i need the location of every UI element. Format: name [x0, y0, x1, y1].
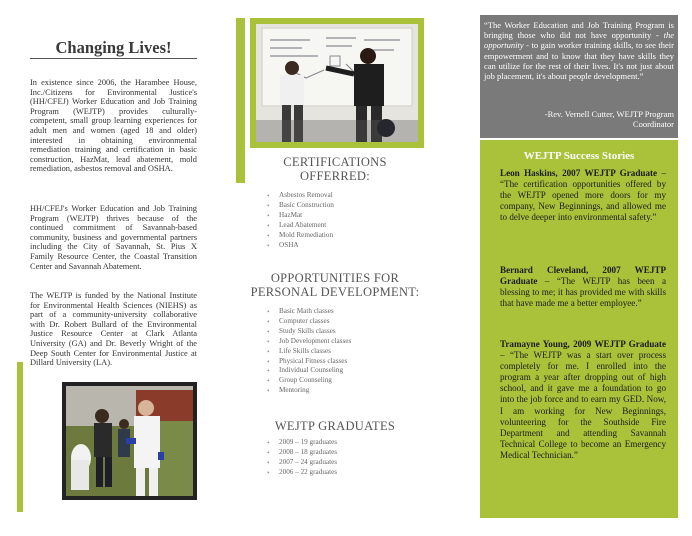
certifications-title-line2: OFFERRED:	[299, 168, 371, 183]
story-text: – “The WEJTP was a start over process completely for me. I enrolled into the program a year after dropping out of high school, and it gave me a foundation to go into the job force and to earn my GED. Now, I am working for New Beginnings, volunteering for the Southside Fire Department and attending Savannah Technical College to become an Emergency Medical Technician.”	[500, 350, 666, 460]
funding-paragraph: The WEJTP is funded by the National Institute for Environmental Health Sciences (NIEHS) as part of a community-university collaborative with Dr. Robert Bullard of the Environmental Justice Resource Center at Clark Atlanta University (GA) and Dr. Beverly Wright of the Deep South Center for Environmental Justice at Dillard University (LA).	[30, 291, 197, 368]
story-tramayne-young	[500, 339, 666, 461]
list-item: • 2006 – 22 graduates	[270, 468, 420, 478]
quote-emphasis: the opportunity	[484, 30, 674, 51]
story-name: Leon Haskins, 2007 WEJTP Graduate	[500, 168, 658, 178]
list-item: • Basic Math classes	[270, 307, 420, 317]
graduates-list	[270, 438, 420, 478]
intro-paragraph: In existence since 2006, the Harambee House, Inc./Citizens for Environmental Justice's (HH/CFEJ) Worker Education and Job Training Program (WEJTP) provides culturally-competent, small group learning experiences for adult men and women (aged 18 and older) interested in obtaining environmental remediation training and certification in basic construction, HazMat, lead abatement, mold remediation, asbestos removal and OSHA.	[30, 78, 197, 174]
story-text: – “The certification opportunities offered by the WEJTP opened more doors for my company, New Beginnings, and allowed me to delve deeper into environmental safety.”	[500, 168, 666, 223]
list-item: • Mentoring	[270, 386, 420, 396]
list-item: • HazMat	[270, 211, 420, 221]
heading-underline	[30, 58, 197, 59]
list-item: • Group Counseling	[270, 376, 420, 386]
story-bernard-cleveland	[500, 265, 666, 309]
quote-text-end: - to gain worker training skills, to see their empowerment and to know that they have skills they can utilize for the rest of their lives. It's not just about job placement, it's about people development.”	[484, 40, 674, 82]
story-name: Bernard Cleveland, 2007 WEJTP Graduate	[500, 265, 666, 287]
list-item: • Physical Fitness classes	[270, 357, 420, 367]
classroom-training-photo	[256, 24, 418, 142]
hazmat-training-photo	[66, 386, 193, 496]
quote-attribution-line1: -Rev. Vernell Cutter, WEJTP Program	[544, 109, 674, 119]
quote-attribution-line2: Coordinator	[632, 119, 674, 130]
list-item: • Study Skills classes	[270, 327, 420, 337]
list-item: • 2008 – 18 graduates	[270, 448, 420, 458]
list-item: • Individual Counseling	[270, 366, 420, 376]
certifications-list	[270, 191, 420, 250]
opportunities-title-line2: PERSONAL DEVELOPMENT:	[250, 284, 420, 299]
list-item: • Life Skills classes	[270, 347, 420, 357]
opportunities-title	[245, 272, 425, 299]
list-item: • Asbestos Removal	[270, 191, 420, 201]
certifications-title-line1: CERTIFICATIONS	[283, 155, 387, 169]
partners-paragraph: HH/CFEJ's Worker Education and Job Training Program (WEJTP) thrives because of the continued commitment of Savannah-based community, business and governmental partners including the City of Savannah, St. Pius X Family Resource Center, the Coastal Transition Center and Savannah Abatement.	[30, 204, 197, 271]
story-leon-haskins	[500, 168, 666, 223]
list-item: • Lead Abatement	[270, 221, 420, 231]
left-accent-bar	[17, 362, 23, 512]
list-item: • Job Development classes	[270, 337, 420, 347]
success-stories-title: WEJTP Success Stories	[523, 150, 635, 162]
list-item: • Basic Construction	[270, 201, 420, 211]
certifications-title	[245, 156, 425, 183]
list-item: • 2007 – 24 graduates	[270, 458, 420, 468]
list-item: • 2009 – 19 graduates	[270, 438, 420, 448]
list-item: • Mold Remediation	[270, 231, 420, 241]
quote-text-start: “The Worker Education and Job Training Program is bringing those who did not have opportunity -	[484, 20, 674, 41]
quote-attribution	[484, 109, 674, 129]
list-item: • OSHA	[270, 241, 420, 251]
program-quote	[484, 20, 674, 81]
story-text: – “The WEJTP has been a blessing to me; it has provided me with skills that have made me a better employee.”	[500, 276, 666, 309]
story-name: Tramayne Young, 2009 WEJTP Graduate	[500, 339, 666, 349]
changing-lives-heading: Changing Lives!	[55, 38, 172, 57]
graduates-title: WEJTP GRADUATES	[274, 419, 396, 433]
opportunities-title-line1: OPPORTUNITIES FOR	[270, 271, 400, 285]
middle-accent-bar	[236, 18, 245, 183]
opportunities-list	[270, 307, 420, 396]
list-item: • Computer classes	[270, 317, 420, 327]
